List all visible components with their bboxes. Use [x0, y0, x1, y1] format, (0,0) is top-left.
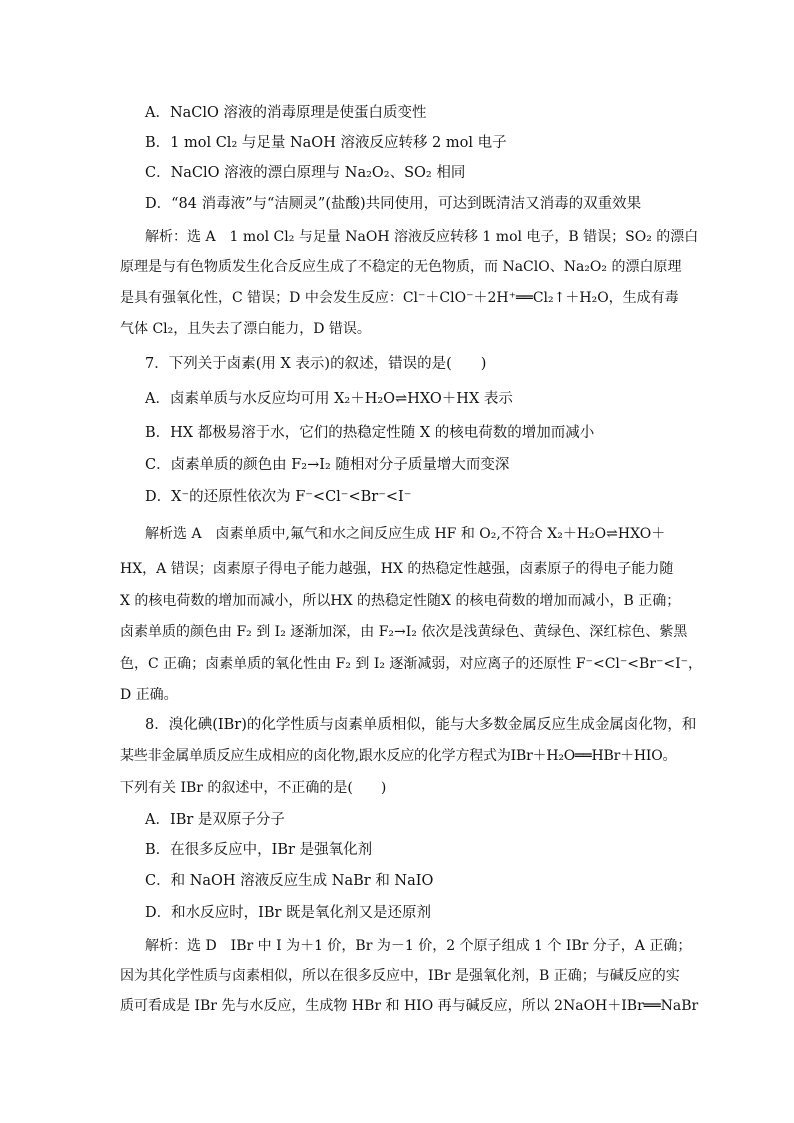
- q7-analysis-line-6: D 正确。: [120, 687, 178, 703]
- q8-option-d: D．和水反应时，IBr 既是氧化剂又是还原剂: [145, 905, 432, 921]
- q7-analysis-line-5: 色，C 正确；卤素单质的氧化性由 F₂ 到 I₂ 逐渐减弱，对应离子的还原性 F⁻<Cl⁻<Br⁻<I⁻，: [120, 656, 703, 672]
- q7-analysis-line-4: 卤素单质的颜色由 F₂ 到 I₂ 逐渐加深，由 F₂→I₂ 依次是浅黄绿色、黄绿色、深红棕色、紫黑: [120, 624, 688, 640]
- q8-option-c: C．和 NaOH 溶液反应生成 NaBr 和 NaIO: [145, 873, 434, 889]
- q7-option-b: B．HX 都极易溶于水，它们的热稳定性随 X 的核电荷数的增加而减小: [145, 425, 595, 441]
- q6-analysis-line-4: 气体 Cl₂，且失去了漂白能力，D 错误。: [120, 321, 371, 337]
- q6-analysis-line-2: 原理是与有色物质发生化合反应生成了不稳定的无色物质，而 NaClO、Na₂O₂ 的漂白原理: [120, 259, 682, 275]
- q8-stem-line-2: 某些非金属单质反应生成相应的卤化物,跟水反应的化学方程式为IBr＋H₂O══HBr＋HIO。: [120, 748, 677, 764]
- q6-analysis-line-1: 解析：选 A 1 mol Cl₂ 与足量 NaOH 溶液反应转移 1 mol 电子，B 错误；SO₂ 的漂白: [145, 229, 699, 245]
- q8-option-a: A．IBr 是双原子分子: [145, 812, 285, 828]
- q7-stem: 7．下列关于卤素(用 X 表示)的叙述，错误的是( ): [145, 356, 487, 372]
- q7-option-d: D．X⁻的还原性依次为 F⁻<Cl⁻<Br⁻<I⁻: [145, 489, 412, 505]
- q8-stem-line-3: 下列有关 IBr 的叙述中，不正确的是( ): [120, 780, 387, 796]
- q7-option-a: A．卤素单质与水反应均可用 X₂＋H₂O⇌HXO＋HX 表示: [145, 391, 513, 407]
- q7-analysis-line-2: HX，A 错误；卤素原子得电子能力越强，HX 的热稳定性越强，卤素原子的得电子能力随: [120, 561, 674, 577]
- q6-option-d: D．“84 消毒液”与“洁厕灵”(盐酸)共同使用，可达到既清洁又消毒的双重效果: [145, 196, 642, 212]
- q8-analysis-line-3: 质可看成是 IBr 先与水反应，生成物 HBr 和 HIO 再与碱反应，所以 2NaOH＋IBr══NaBr: [120, 998, 699, 1014]
- q6-analysis-line-3: 是具有强氧化性，C 错误；D 中会发生反应：Cl⁻＋ClO⁻＋2H⁺══Cl₂↑＋H₂O，生成有毒: [120, 290, 679, 306]
- q7-analysis-line-1: 解析选 A 卤素单质中,氟气和水之间反应生成 HF 和 O₂,不符合 X₂＋H₂O⇌HXO＋: [145, 526, 666, 542]
- q8-analysis-line-2: 因为其化学性质与卤素相似，所以在很多反应中，IBr 是强氧化剂，B 正确；与碱反应的实: [120, 968, 680, 984]
- q8-analysis-line-1: 解析：选 D IBr 中 I 为＋1 价，Br 为－1 价，2 个原子组成 1 个 IBr 分子，A 正确；: [145, 938, 692, 954]
- q6-option-b: B．1 mol Cl₂ 与足量 NaOH 溶液反应转移 2 mol 电子: [145, 135, 507, 151]
- q8-option-b: B．在很多反应中，IBr 是强氧化剂: [145, 842, 373, 858]
- q8-stem-line-1: 8．溴化碘(IBr)的化学性质与卤素单质相似，能与大多数金属反应生成金属卤化物，和: [145, 717, 697, 733]
- q7-option-c: C．卤素单质的颜色由 F₂→I₂ 随相对分子质量增大而变深: [145, 457, 510, 473]
- q7-analysis-line-3: X 的核电荷数的增加而减小，所以HX 的热稳定性随X 的核电荷数的增加而减小，B 正确；: [120, 593, 681, 609]
- q6-option-c: C．NaClO 溶液的漂白原理与 Na₂O₂、SO₂ 相同: [145, 165, 466, 181]
- q6-option-a: A．NaClO 溶液的消毒原理是使蛋白质变性: [145, 105, 427, 121]
